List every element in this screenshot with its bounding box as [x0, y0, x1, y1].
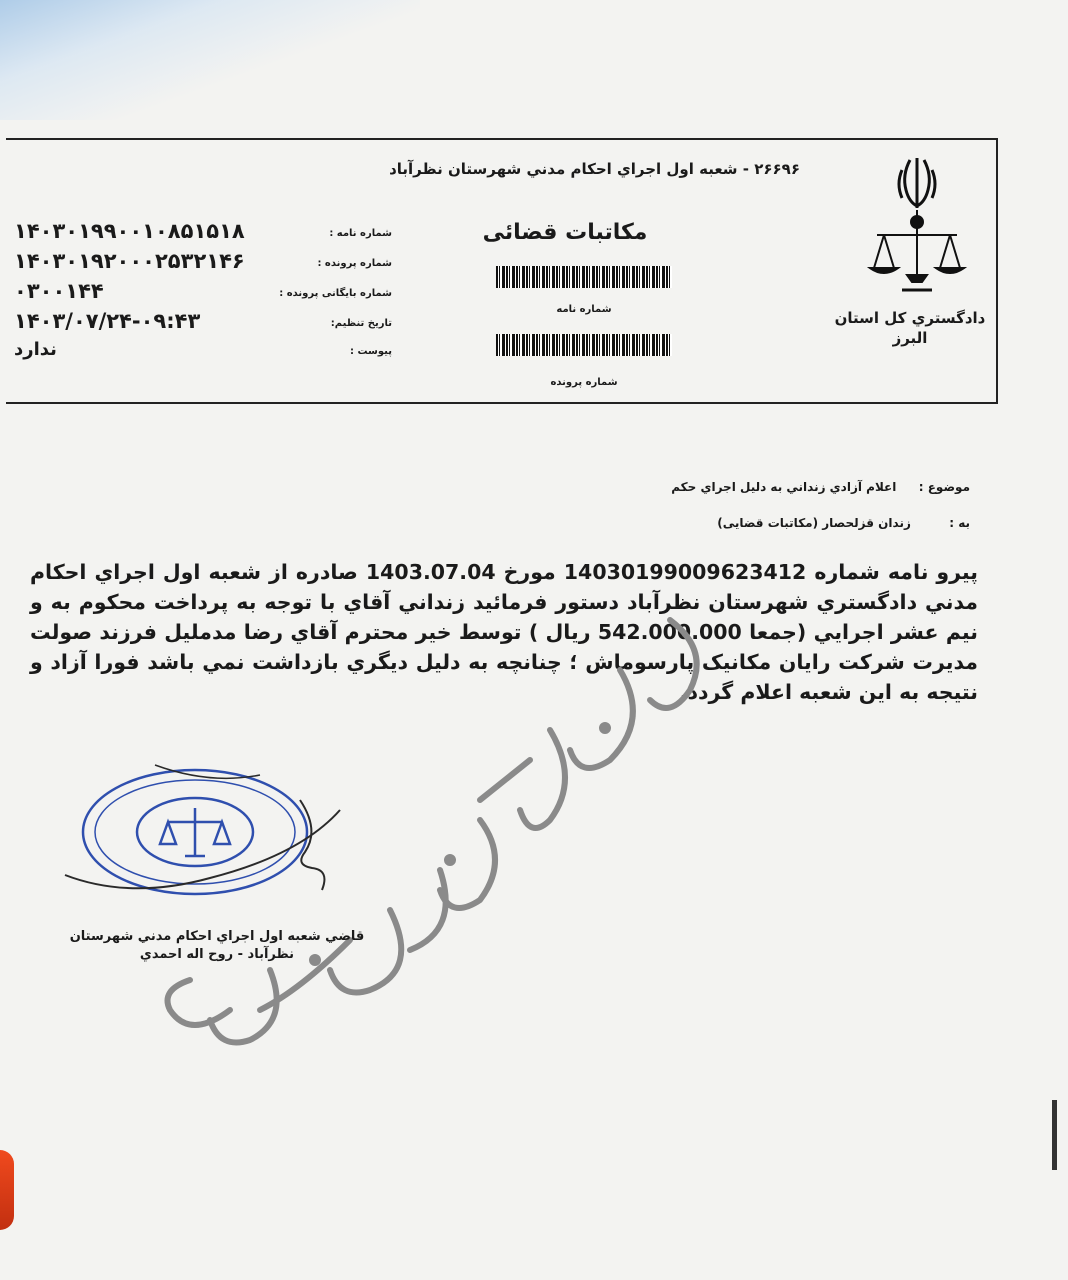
scan-edge-mark [1052, 1100, 1057, 1170]
attachment-value: ندارد [14, 339, 57, 360]
issue-date-value: ۱۴۰۳/۰۷/۲۴-۰۹:۴۳ [14, 309, 201, 333]
subject-value: اعلام آزادي زنداني به دليل اجراي حکم [671, 480, 897, 494]
signer-line1: قاضي شعبه اول اجراي احکام مدني شهرستان [69, 929, 365, 944]
case-number-barcode [496, 334, 672, 356]
letter-number-label: شماره نامه : [329, 228, 392, 239]
subject-row [600, 480, 970, 494]
court-name-line1: دادگستري کل استان [834, 309, 986, 327]
letter-number-barcode [496, 266, 672, 288]
archive-number-label: شماره بایگانی پرونده : [279, 288, 392, 299]
branch-title: ۲۶۶۹۶ - شعبه اول اجراي احکام مدني شهرستان نظرآباد [389, 160, 800, 178]
judiciary-emblem-icon [862, 150, 972, 300]
case-number-barcode-label: شماره پرونده [550, 377, 618, 388]
signer-block [52, 928, 382, 964]
court-name [830, 308, 990, 348]
letter-body: پيرو نامه شماره 14030199009623412 مورخ 1403.07.04 صادره از شعبه اول اجراي احکام مدني دادگستري شهرستان نظرآباد دستور فرمائيد زنداني آقاي با توجه به پرداخت محکوم به و نيم عشر اجرايي (جمعا 542.000.000 ريال ) توسط خير محترم آقاي رضا مدمليل فرزند صولت مديرت شرکت رايان مکانيک پارسوماش ؛ چنانچه به دليل ديگري بازداشت نمي باشد فورا آزاد و نتيجه به اين شعبه اعلام گردد. [30, 560, 978, 704]
attachment-label: پيوست : [349, 346, 392, 357]
scan-edge-red [0, 1150, 14, 1230]
scan-edge-shading [0, 0, 420, 120]
signer-line2: نظرآباد - روح اله احمدي [139, 947, 295, 962]
letter-number-value: ۱۴۰۳۰۱۹۹۰۰۱۰۸۵۱۵۱۸ [14, 219, 245, 243]
subject-label: موضوع : [918, 480, 970, 494]
recipient-value: زندان قزلحصار (مکاتبات قضایی) [717, 516, 911, 530]
issue-date-label: تاريخ تنظيم: [330, 318, 392, 329]
recipient-label: به : [949, 516, 970, 530]
case-number-value: ۱۴۰۳۰۱۹۲۰۰۰۲۵۳۲۱۴۶ [14, 249, 245, 273]
letter-number-barcode-label: شماره نامه [556, 304, 612, 315]
court-name-line2: البرز [892, 329, 928, 347]
document-type-title: مکاتبات قضائی [482, 220, 648, 245]
handwritten-note-icon [150, 610, 750, 1070]
recipient-row [600, 516, 970, 530]
archive-number-value: ۰۳۰۰۱۴۴ [14, 279, 104, 303]
case-number-label: شماره پرونده : [317, 258, 392, 269]
